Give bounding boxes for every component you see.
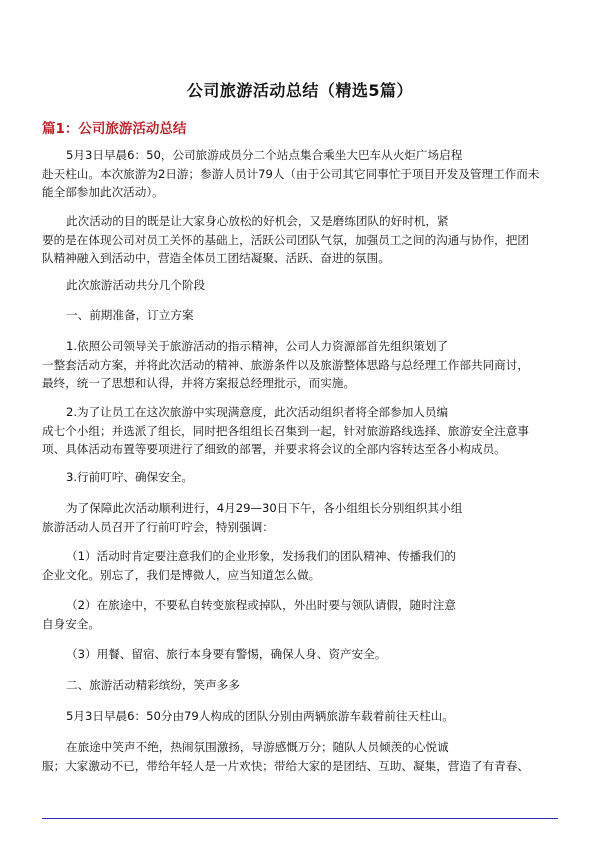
paragraph (42, 547, 562, 584)
paragraph-line: 2.为了让员工在这次旅游中实现满意度，此次活动组织者将全部参加人员编 (66, 405, 449, 419)
paragraph-line: 能全部参加此次活动）。 (42, 185, 164, 199)
paragraph-line: 5月3日早晨6：50分由79人构成的团队分别由两辆旅游车载着前往天柱山。 (66, 709, 454, 723)
paragraph (42, 276, 562, 295)
paragraph-line: 项、具体活动布置等要项进行了细致的部署，并要求将会议的全部内容转达至各小构成员。 (42, 442, 506, 456)
paragraph-line: 赴天柱山。本次旅游为2日游；参游人员计79人（由于公司其它同事忙于项目开发及管理工作而未 (42, 166, 540, 181)
paragraph-line: 旅游活动人员召开了行前叮咛会，特别强调： (42, 519, 274, 534)
paragraph-line: 成七个小组；并选派了组长，同时把各组组长召集到一起，针对旅游路线选择、旅游安全注意事 (42, 423, 529, 438)
paragraph-line: 1.依照公司领导关于旅游活动的指示精神，公司人力资源部首先组织策划了 (66, 339, 449, 353)
paragraph (42, 676, 562, 695)
paragraph (42, 707, 562, 726)
paragraph-line: 要的是在体现公司对员工关怀的基础上，活跃公司团队气氛，加强员工之间的沟通与协作，把团 (42, 232, 529, 247)
paragraph-line: 为了保障此次活动顺利进行，4月29—30日下午，各小组组长分别组织其小组 (66, 501, 463, 515)
paragraph (42, 306, 562, 325)
paragraph-line: 企业文化。别忘了，我们是博微人，应当知道怎么做。 (42, 567, 321, 582)
paragraph-line: 此次旅游活动共分几个阶段 (66, 278, 206, 292)
document-title: 公司旅游活动总结（精选5篇） (186, 81, 414, 100)
paragraph-line: 一、前期准备，订立方案 (66, 308, 194, 322)
paragraph-line: 二、旅游活动精彩缤纷，笑声多多 (66, 678, 240, 692)
paragraph-line: 5月3日早晨6：50，公司旅游成员分二个站点集合乘坐大巴车从火炬广场启程 (66, 148, 463, 162)
paragraph-line: 自身安全。 (42, 616, 100, 631)
paragraph-line: 队精神融入到活动中，营造全体员工团结凝聚、活跃、奋进的氛围。 (42, 251, 390, 265)
paragraph-line: 服；大家激动不已，带给年轻人是一片欢快；带给大家的是团结、互助、凝集，营造了有青春、 (42, 758, 529, 773)
section-heading: 篇1：公司旅游活动总结 (42, 121, 187, 137)
paragraph-line: （3）用餐、留宿、旅行本身要有警惕，确保人身、资产安全。 (66, 647, 387, 661)
paragraph (42, 468, 562, 487)
paragraph (42, 738, 562, 775)
paragraph-line: （2）在旅途中，不要私自转变旅程或掉队，外出时要与领队请假，随时注意 (66, 598, 456, 612)
paragraph (42, 212, 562, 268)
paragraph-line: 此次活动的目的既是让大家身心放松的好机会，又是磨练团队的好时机，紧 (66, 214, 449, 228)
paragraph (42, 146, 562, 202)
paragraph-line: 在旅途中笑声不绝，热闹氛围激扬，导游感慨万分；随队人员倾羡的心悦诚 (66, 740, 449, 754)
paragraph (42, 403, 562, 459)
paragraph (42, 337, 562, 393)
paragraph-line: 最终，统一了思想和认得，并将方案报总经理批示，而实施。 (42, 376, 356, 390)
paragraph (42, 596, 562, 633)
paragraph-line: 一整套活动方案，并将此次活动的精神、旅游条件以及旅游整体思路与总经理工作部共同商讨， (42, 357, 529, 372)
paragraph (42, 499, 562, 536)
paragraph (42, 645, 562, 664)
paragraph-line: （1）活动时肯定要注意我们的企业形象，发扬我们的团队精神、传播我们的 (66, 549, 456, 563)
footer-divider (42, 818, 558, 819)
paragraph-line: 3.行前叮咛、确保安全。 (66, 470, 193, 484)
